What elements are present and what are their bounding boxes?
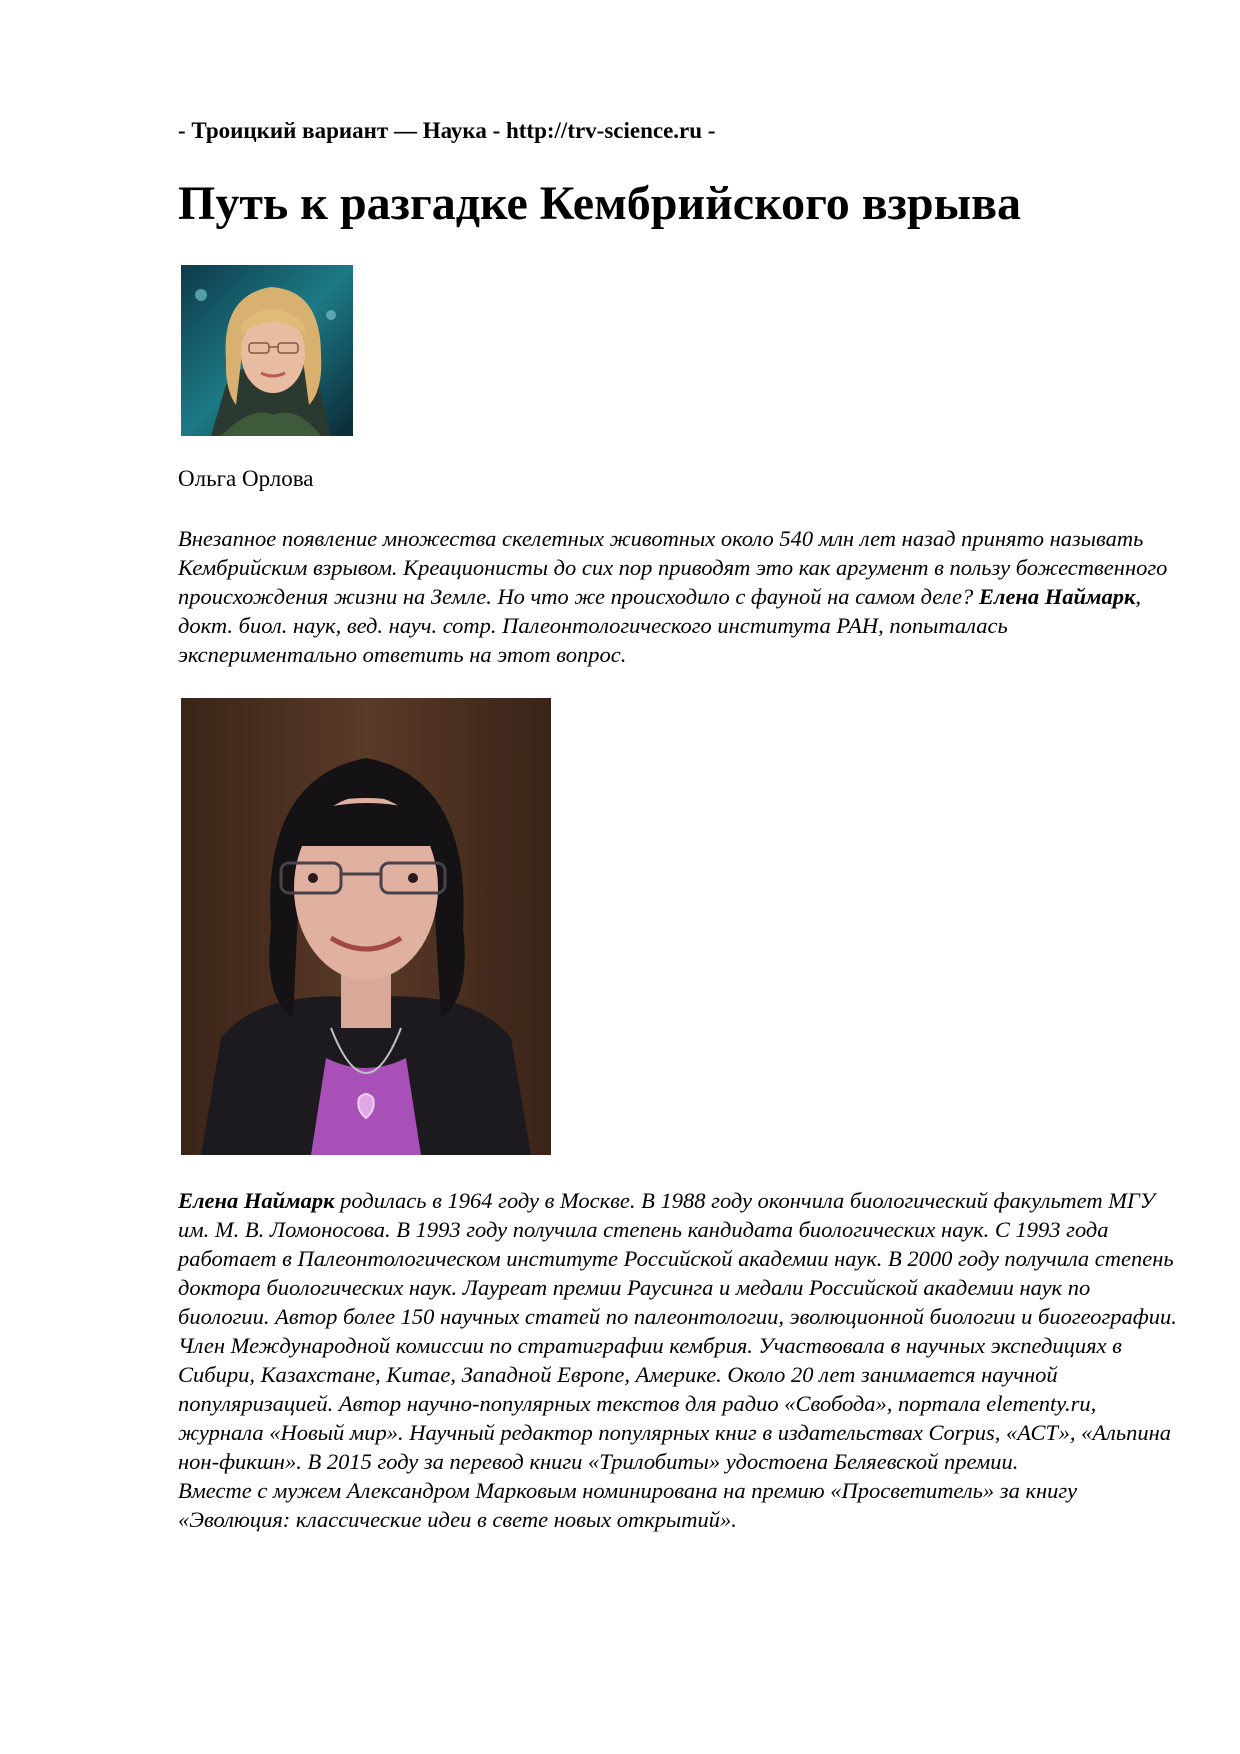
lead-name: Елена Наймарк (978, 584, 1136, 609)
header-line: - Троицкий вариант — Наука - http://trv-science.ru - (178, 118, 716, 143)
article-title: Путь к разгадке Кембрийского взрыва (178, 177, 1021, 230)
author-photo (181, 265, 353, 436)
author-name: Ольга Орлова (178, 466, 314, 491)
bio-paragraph-1 (178, 1186, 1178, 1476)
lead-text-1: Внезапное появление множества скелетных животных около 540 млн лет назад принято называть Кембрийским взрывом. Креационисты до сих пор приводят это как аргумент в пользу божественного происхождения жизни на Земле. Но что же происходило с фауной на самом деле? (178, 526, 1168, 609)
article-lead (178, 524, 1178, 669)
bio-paragraph-2: Вместе с мужем Александром Марковым номинирована на премию «Просветитель» за книгу «Эволюция: классические идеи в свете новых открытий». (178, 1478, 1078, 1532)
interviewee-bio (178, 1186, 1178, 1534)
interviewee-photo (181, 698, 551, 1155)
bio-name: Елена Наймарк (178, 1188, 335, 1213)
lead-text-2: , докт. биол. наук, вед. науч. сотр. Палеонтологического института РАН, попыталась экспериментально ответить на этот вопрос. (178, 584, 1142, 667)
bio-text-1: родилась в 1964 году в Москве. В 1988 году окончила биологический факультет МГУ им. М. В. Ломоносова. В 1993 году получила степень кандидата биологических наук. С 1993 года работает в Палеонтологическом институте Российской академии наук. В 2000 году получила степень доктора биологических наук. Лауреат премии Раусинга и медали Российской академии наук по биологии. Автор более 150 научных статей по палеонтологии, эволюционной биологии и биогеографии. Член Международной комиссии по стратиграфии кембрия. Участвовала в научных экспедициях в Сибири, Казахстане, Китае, Западной Европе, Америке. Около 20 лет занимается научной популяризацией. Автор научно-популярных текстов для радио «Свобода», портала elementy.ru, журнала «Новый мир». Научный редактор популярных книг в издательствах Corpus, «АСТ», «Альпина нон-фикшн». В 2015 году за перевод книги «Трилобиты» удостоена Беляевской премии. (178, 1188, 1177, 1474)
